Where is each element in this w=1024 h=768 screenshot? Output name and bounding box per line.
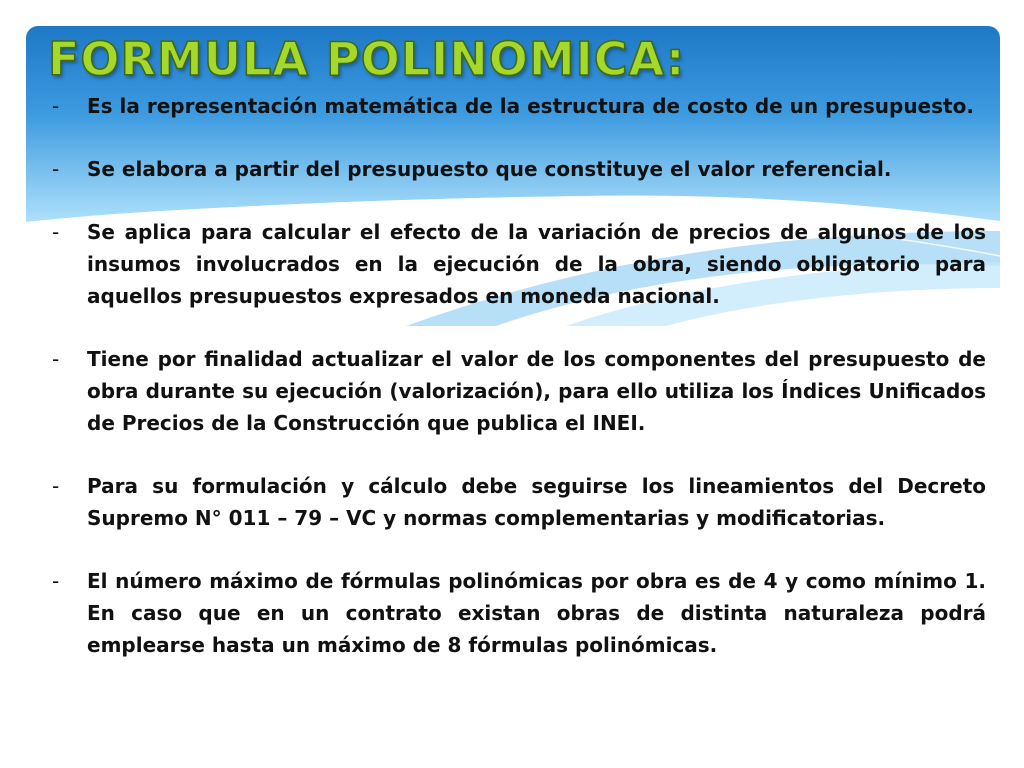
- bullet-text: Se aplica para calcular el efecto de la variación de precios de algunos de los insumos involucrados en la ejecución de la obra, siendo obligatorio para aquellos presupuestos expresados en moneda nacional.: [87, 220, 986, 308]
- bullet-dash: -: [52, 94, 60, 118]
- bullet-dash: -: [52, 347, 60, 371]
- bullet-dash: -: [52, 474, 60, 498]
- bullet-item-formula-count: [52, 565, 986, 661]
- bullet-text: Tiene por finalidad actualizar el valor de los componentes del presupuesto de obra durante su ejecución (valorización), para ello utiliza los Índices Unificados de Precios de la Construcción que publica el INEI.: [87, 347, 986, 435]
- bullet-dash: -: [52, 220, 60, 244]
- bullet-dash: -: [52, 157, 60, 181]
- bullet-item-application: [52, 216, 986, 312]
- slide-title: FORMULA POLINOMICA:: [48, 32, 686, 86]
- bullet-text: Se elabora a partir del presupuesto que constituye el valor referencial.: [87, 157, 892, 181]
- bullet-text: Es la representación matemática de la estructura de costo de un presupuesto.: [87, 94, 974, 118]
- bullet-item-elaboration: [52, 153, 986, 185]
- bullet-dash: -: [52, 569, 60, 593]
- bullet-item-regulation: [52, 470, 986, 534]
- bullet-text: El número máximo de fórmulas polinómicas por obra es de 4 y como mínimo 1. En caso que en un contrato existan obras de distinta naturaleza podrá emplearse hasta un máximo de 8 fórmulas polinómicas.: [87, 569, 986, 657]
- bullet-text: Para su formulación y cálculo debe seguirse los lineamientos del Decreto Supremo N° 011 – 79 – VC y normas complementarias y modificatorias.: [87, 474, 986, 530]
- bullet-item-definition: [52, 90, 986, 122]
- bullet-item-purpose: [52, 343, 986, 439]
- bullet-list: [52, 90, 986, 661]
